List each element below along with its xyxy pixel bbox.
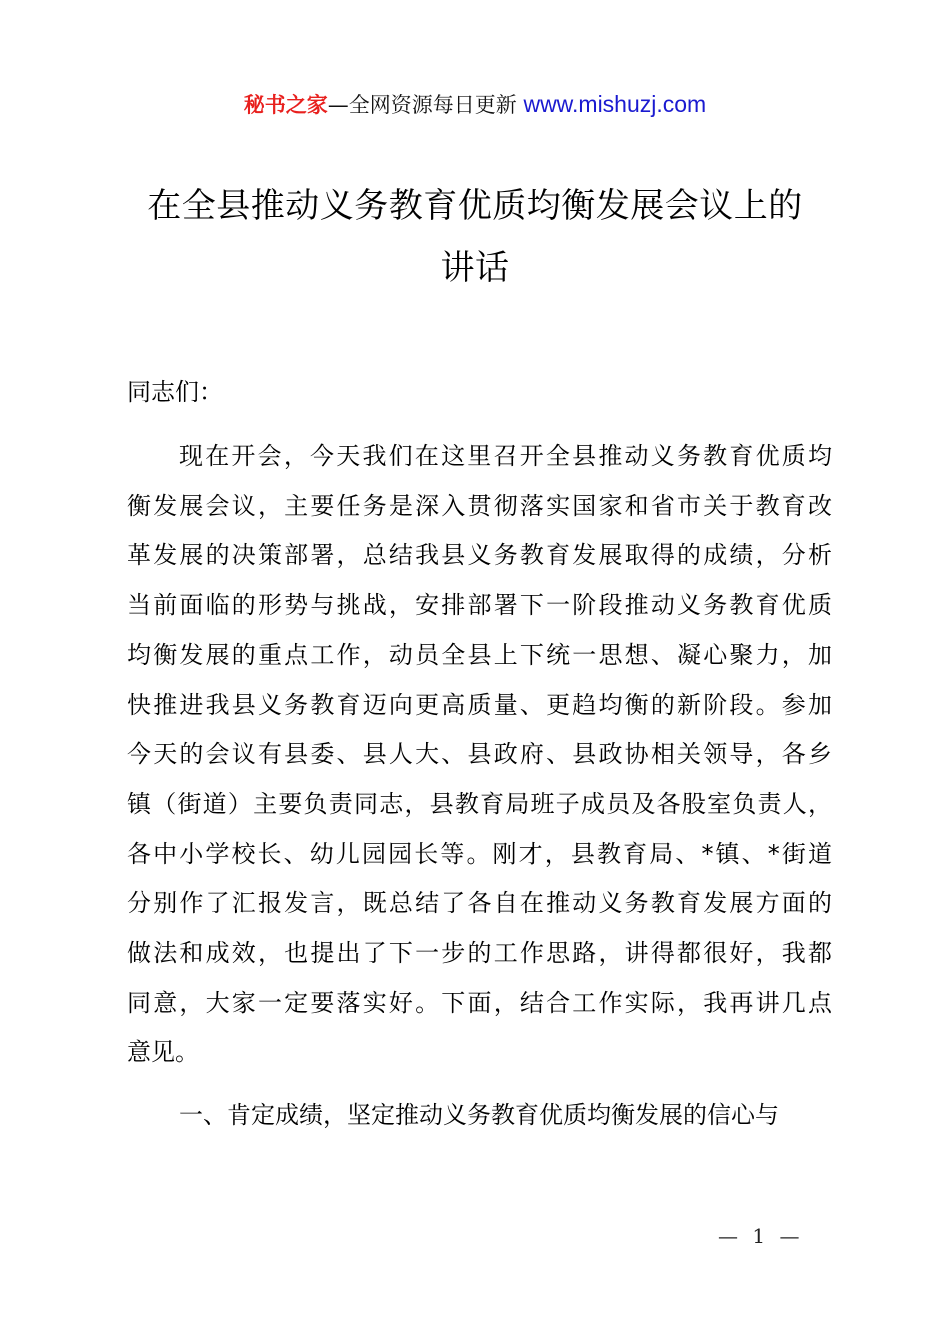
paragraph-line: 快推进我县义务教育迈向更高质量、更趋均衡的新阶段。参加 [127,690,832,719]
paragraph-line: 现在开会，今天我们在这里召开全县推动义务教育优质均 [179,442,832,470]
doc-title-line-2: 讲话 [440,248,510,288]
paragraph-line: 同意，大家一定要落实好。下面，结合工作实际，我再讲几点 [127,988,832,1017]
paragraph-line: 均衡发展的重点工作，动员全县上下统一思想、凝心聚力，加 [127,640,832,669]
site-header [0,88,950,121]
page-number: — 1 — [718,1224,804,1248]
site-url[interactable]: www.mishuzj.com [523,91,707,117]
paragraph-line: 当前面临的形势与挑战，安排部署下一阶段推动义务教育优质 [127,591,832,620]
paragraph-line: 各中小学校长、幼儿园园长等。刚才，县教育局、*镇、*街道 [127,839,832,868]
doc-title-line-1: 在全县推动义务教育优质均衡发展会议上的 [147,186,803,226]
greeting: 同志们： [127,378,223,406]
paragraph-line: 镇（街道）主要负责同志，县教育局班子成员及各股室负责人， [127,789,832,818]
paragraph-line: 分别作了汇报发言，既总结了各自在推动义务教育发展方面的 [127,889,832,918]
paragraph-line: 衡发展会议，主要任务是深入贯彻落实国家和省市关于教育改 [127,491,832,520]
paragraph-line: 做法和成效，也提出了下一步的工作思路，讲得都很好，我都 [127,939,832,967]
paragraph-line: 意见。 [127,1038,199,1067]
slogan: —全网资源每日更新 [327,93,524,117]
brand-name: 秘书之家 [243,93,328,117]
section-heading: 一、肯定成绩，坚定推动义务教育优质均衡发展的信心与 [179,1101,779,1129]
paragraph-line: 革发展的决策部署，总结我县义务教育发展取得的成绩，分析 [127,541,832,570]
paragraph-line: 今天的会议有县委、县人大、县政府、县政协相关领导，各乡 [127,740,832,769]
